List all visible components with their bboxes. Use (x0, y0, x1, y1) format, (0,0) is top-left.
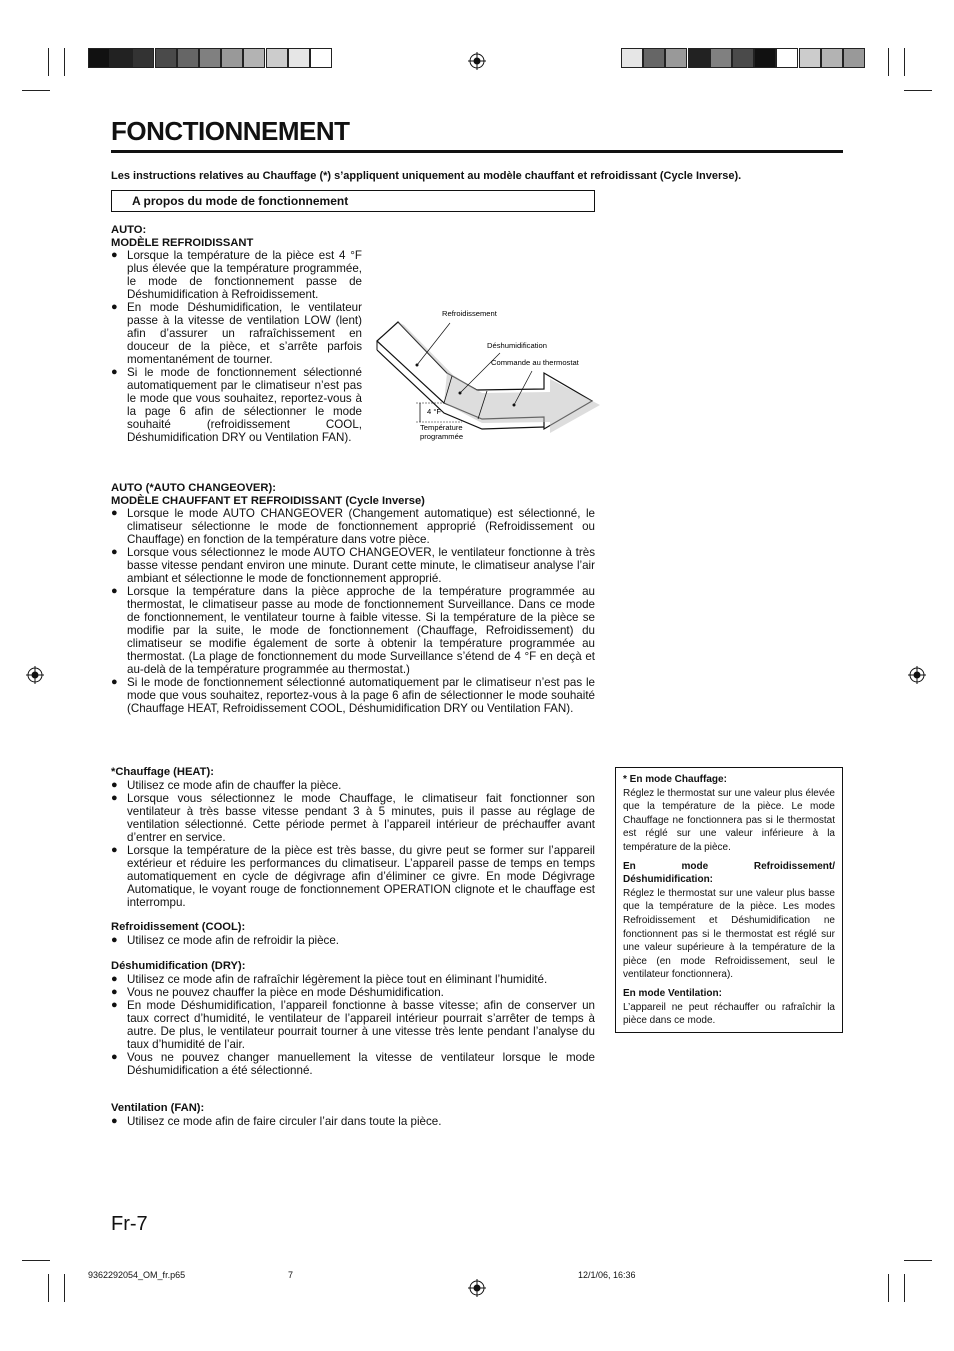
crop-mark (48, 1274, 49, 1302)
list-item: ● En mode Déshumidification, le ventilateur passe à la vitesse de ventilation LOW (lent) afin d’assurer un rafraîchissement en douceur de la pièce, et s’arrête parfois momentanément de tourner. (111, 301, 362, 366)
heat-section (111, 766, 595, 909)
list-item: ● Utilisez ce mode afin de rafraîchir légèrement la pièce tout en éliminant l’humidité. (111, 973, 595, 986)
color-swatch (754, 48, 776, 68)
list-item: ● Lorsque vous sélectionnez le mode AUTO CHANGEOVER, le ventilateur fonctionne à très basse vitesse pendant environ une minute. Durant cette minute, le climatiseur analyse l’air ambiant et sélectionne le mode de fonctionnement approprié. (111, 546, 595, 585)
auto-heading: AUTO: (111, 224, 147, 236)
list-item: ● Utilisez ce mode afin de refroidir la pièce. (111, 934, 595, 947)
crop-mark (888, 1274, 889, 1302)
auto-changeover-subheading: MODÈLE CHAUFFANT ET REFROIDISSANT (Cycle Inverse) (111, 494, 425, 507)
label-temp-line1: Température (420, 423, 463, 432)
footer-date: 12/1/06, 16:36 (578, 1270, 636, 1280)
fan-section (111, 1102, 595, 1128)
crop-mark (904, 90, 932, 91)
color-swatch (243, 48, 265, 68)
crop-mark (904, 48, 905, 76)
color-swatch (776, 48, 798, 68)
footer-page: 7 (288, 1270, 294, 1280)
footer-file: 9362292054_OM_fr.p65 (88, 1270, 186, 1280)
crop-mark (904, 1260, 932, 1261)
section-heading-box: A propos du mode de fonctionnement (111, 190, 595, 212)
note-text-heat: Réglez le thermostat sur une valeur plus élevée que la température de la pièce. Le mode Chauffage ne fonctionnera pas si le thermostat est réglé sur une valeur inférieure à la température de la pièce. (623, 787, 835, 853)
crop-mark (48, 48, 49, 76)
registration-mark-icon (26, 666, 44, 684)
intro-text: Les instructions relatives au Chauffage (*) s’appliquent uniquement au modèle chauffant et refroidissant (Cycle Inverse). (111, 170, 742, 182)
auto-section (111, 224, 362, 444)
color-swatch (199, 48, 221, 68)
color-swatch (732, 48, 754, 68)
color-swatch (665, 48, 687, 68)
fan-heading: Ventilation (FAN): (111, 1102, 205, 1114)
list-item: ● Vous ne pouvez changer manuellement la vitesse de ventilateur lorsque le mode Déshumidification a été sélectionné. (111, 1051, 595, 1077)
list-item: ● Lorsque la température de la pièce est 4 °F plus élevée que la température programmée, le mode de fonctionnement passe de Déshumidification à Refroidissement. (111, 249, 362, 301)
color-swatch (132, 48, 154, 68)
crop-mark (64, 48, 65, 76)
list-item: ● Vous ne pouvez chauffer la pièce en mode Déshumidification. (111, 986, 595, 999)
auto-subheading: MODÈLE REFROIDISSANT (111, 236, 254, 249)
color-swatch (221, 48, 243, 68)
list-item: ● Lorsque la température de la pièce est très basse, du givre peut se former sur l’appareil extérieur et réduire les performances du climatiseur. L’appareil passe de temps en temps automatiquement en cycle de dégivrage afin d’éliminer ce givre. En mode Dégivrage Automatique, le voyant rouge de fonctionnement OPERATION clignote et le chauffage est interrompu. (111, 844, 595, 909)
cool-heading: Refroidissement (COOL): (111, 921, 246, 933)
label-cool: Refroidissement (442, 309, 497, 318)
crop-mark (22, 90, 50, 91)
mode-note-box (615, 767, 843, 1033)
color-swatch (688, 48, 710, 68)
list-item: ● Si le mode de fonctionnement sélectionné automatiquement par le climatiseur n’est pas le mode que vous souhaitez, reportez-vous à la page 6 afin de sélectionner le mode souhaité (Chauffage HEAT, Refroidissement COOL, Déshumidification DRY ou Ventilation FAN). (111, 676, 595, 715)
list-item: ● Lorsque le mode AUTO CHANGEOVER (Changement automatique) est sélectionné, le climatiseur sélectionne le mode de fonctionnement approprié (Refroidissement ou Chauffage) en fonction de la température dans votre pièce. (111, 507, 595, 546)
color-swatch (799, 48, 821, 68)
crop-mark (904, 1274, 905, 1302)
diagram-svg (372, 305, 600, 445)
label-dry: Déshumidification (487, 341, 547, 350)
color-swatch (110, 48, 132, 68)
list-item: ● Lorsque vous sélectionnez le mode Chauffage, le climatiseur fait fonctionner son ventilateur à très basse vitesse pendant 3 à 5 minutes, puis il passe au réglage de ventilation sélectionné. Cette période permet à l’appareil intérieur de préchauffer avant d’entrer en service. (111, 792, 595, 844)
color-swatch (310, 48, 332, 68)
note-heading-fan: En mode Ventilation: (623, 987, 722, 999)
color-swatch (643, 48, 665, 68)
registration-mark-icon (468, 1279, 486, 1297)
list-item: ● Lorsque la température dans la pièce approche de la température programmée au thermostat, le climatiseur passe au mode de fonctionnement Surveillance. Dans ce mode de fonctionnement, le ventilateur tourne à faible vitesse. Si la température de la pièce se modifie par la suite, le mode de fonctionnement (Chauffage, Refroidissement) du climatiseur se modifie également de sorte à obtenir la température programmée au thermostat. (La plage de fonctionnement du mode Surveillance s’étend de 4 °F en deçà et au-delà de la température programmée au thermostat.) (111, 585, 595, 676)
dry-section (111, 960, 595, 1077)
color-swatch (288, 48, 310, 68)
color-swatch (155, 48, 177, 68)
crop-mark (22, 1260, 50, 1261)
color-swatch (710, 48, 732, 68)
color-swatch (88, 48, 110, 68)
note-text-cool: Réglez le thermostat sur une valeur plus basse que la température de la pièce. Les modes Refroidissement et Déshumidification ne fonctionnent pas si le thermostat est réglé sur une valeur supérieure à la température de la pièce (en mode Refroidissement, seul le ventilateur fonctionnera). (623, 887, 835, 981)
heat-heading: *Chauffage (HEAT): (111, 766, 214, 778)
color-swatch (621, 48, 643, 68)
auto-changeover-section (111, 482, 595, 715)
registration-mark-icon (468, 52, 486, 70)
label-temp-line2: programmée (420, 432, 464, 441)
list-item: ● Si le mode de fonctionnement sélectionné automatiquement par le climatiseur n’est pas le mode que vous souhaitez, reportez-vous à la page 6 afin de sélectionner le mode souhaité (refroidissement COOL, Déshumidification DRY ou Ventilation FAN). (111, 366, 362, 444)
auto-changeover-heading: AUTO (*AUTO CHANGEOVER): (111, 482, 276, 494)
list-item: ● Utilisez ce mode afin de chauffer la pièce. (111, 779, 595, 792)
color-swatch (843, 48, 865, 68)
label-thermostat: Commande au thermostat (491, 358, 579, 367)
title-rule (111, 150, 843, 153)
page-number: Fr-7 (111, 1213, 148, 1235)
note-heading-cool: En mode Refroidissement/ Déshumidification: (623, 860, 835, 886)
crop-mark (64, 1274, 65, 1302)
page-title: FONCTIONNEMENT (111, 116, 350, 146)
registration-mark-icon (908, 666, 926, 684)
color-swatch (177, 48, 199, 68)
color-swatch (266, 48, 288, 68)
list-item: ● Utilisez ce mode afin de faire circuler l’air dans toute la pièce. (111, 1115, 595, 1128)
auto-mode-diagram (372, 305, 600, 445)
note-text-fan: L’appareil ne peut réchauffer ou rafraîchir la pièce dans ce mode. (623, 1001, 835, 1027)
cool-section (111, 921, 595, 947)
note-heading-heat: * En mode Chauffage: (623, 774, 727, 785)
list-item: ● En mode Déshumidification, l’appareil fonctionne à basse vitesse; afin de conserver un taux correct d’humidité, le ventilateur de l’appareil intérieur pourrait s’arrêter de temps à autre. De plus, le ventilateur pourrait tourner à une vitesse très lente pendant l’analyse du taux d’humidité de l’air. (111, 999, 595, 1051)
crop-mark (888, 48, 889, 76)
dry-heading: Déshumidification (DRY): (111, 960, 246, 972)
color-swatch (821, 48, 843, 68)
label-delta: 4 °F (427, 407, 442, 416)
